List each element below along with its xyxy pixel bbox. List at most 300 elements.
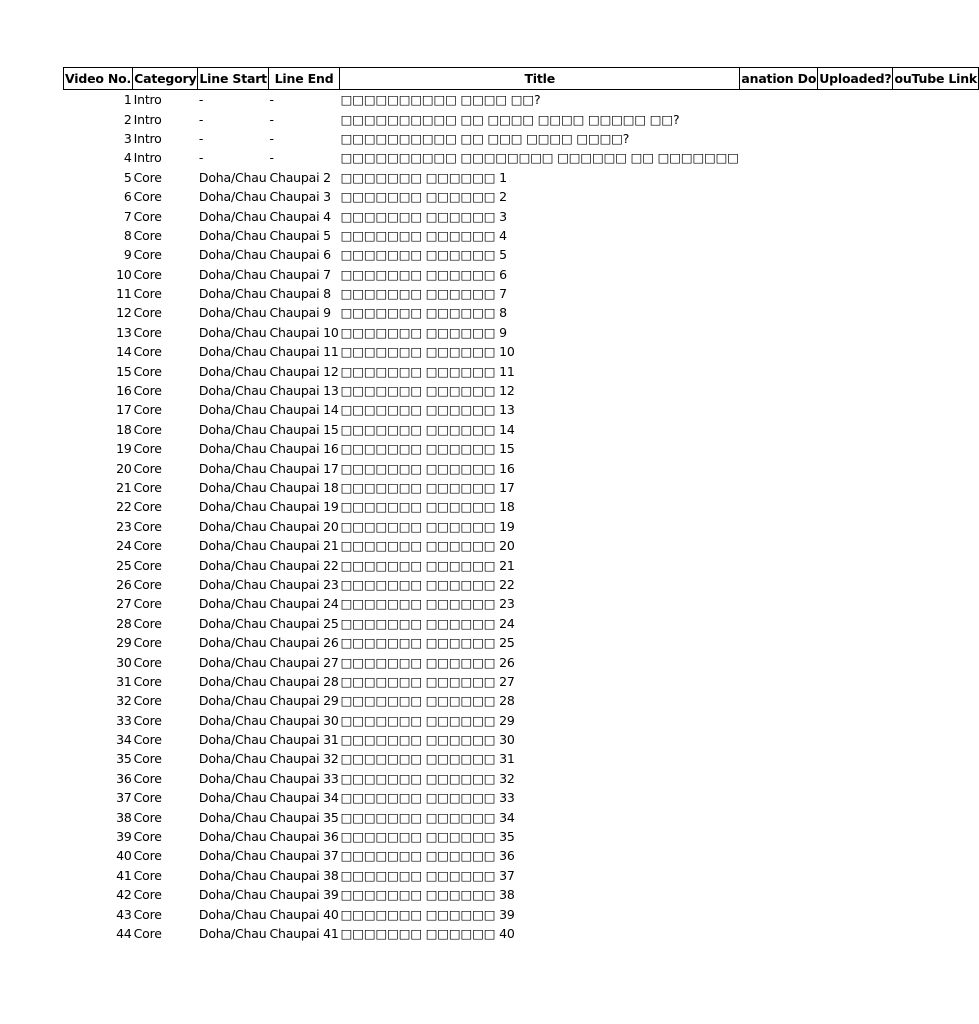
cell-explanation-doc[interactable] <box>740 381 818 400</box>
cell-category[interactable]: Core <box>133 169 162 185</box>
cell-video-no[interactable]: 16 <box>116 383 132 399</box>
cell-title[interactable]: □□□□□□□ □□□□□□ 14 <box>340 421 515 437</box>
cell-explanation-doc[interactable] <box>740 168 818 187</box>
cell-line-end[interactable]: Chaupai 28 <box>269 673 339 689</box>
cell-uploaded[interactable] <box>818 866 893 885</box>
cell-line-start[interactable]: Doha/Chau <box>198 848 267 864</box>
cell-line-end[interactable]: Chaupai 11 <box>269 344 339 360</box>
cell-uploaded[interactable] <box>818 342 893 361</box>
cell-uploaded[interactable] <box>818 90 893 110</box>
cell-explanation-doc[interactable] <box>740 633 818 652</box>
cell-explanation-doc[interactable] <box>740 245 818 264</box>
cell-video-no[interactable]: 25 <box>116 557 132 573</box>
cell-line-end[interactable]: Chaupai 13 <box>269 383 339 399</box>
cell-uploaded[interactable] <box>818 245 893 264</box>
cell-explanation-doc[interactable] <box>740 807 818 826</box>
cell-uploaded[interactable] <box>818 226 893 245</box>
cell-uploaded[interactable] <box>818 129 893 148</box>
cell-line-start[interactable]: Doha/Chau <box>198 441 267 457</box>
cell-uploaded[interactable] <box>818 594 893 613</box>
cell-title[interactable]: □□□□□□□ □□□□□□ 5 <box>340 247 507 263</box>
cell-explanation-doc[interactable] <box>740 265 818 284</box>
cell-category[interactable]: Core <box>133 189 162 205</box>
cell-video-no[interactable]: 8 <box>123 227 132 243</box>
cell-category[interactable]: Core <box>133 441 162 457</box>
cell-line-start[interactable]: Doha/Chau <box>198 693 267 709</box>
cell-line-end[interactable]: Chaupai 7 <box>269 266 331 282</box>
cell-video-no[interactable]: 42 <box>116 887 132 903</box>
cell-line-start[interactable]: Doha/Chau <box>198 770 267 786</box>
cell-youtube-link[interactable] <box>893 827 979 846</box>
cell-video-no[interactable]: 27 <box>116 596 132 612</box>
cell-uploaded[interactable] <box>818 168 893 187</box>
cell-title[interactable]: □□□□□□□ □□□□□□ 40 <box>340 925 515 941</box>
cell-category[interactable]: Core <box>133 344 162 360</box>
cell-explanation-doc[interactable] <box>740 109 818 128</box>
cell-video-no[interactable]: 24 <box>116 538 132 554</box>
cell-line-start[interactable]: Doha/Chau <box>198 305 267 321</box>
cell-line-end[interactable]: Chaupai 6 <box>269 247 331 263</box>
cell-title[interactable]: □□□□□□□ □□□□□□ 35 <box>340 829 515 845</box>
cell-video-no[interactable]: 13 <box>116 324 132 340</box>
cell-line-end[interactable]: Chaupai 33 <box>269 770 339 786</box>
cell-uploaded[interactable] <box>818 536 893 555</box>
cell-youtube-link[interactable] <box>893 749 979 768</box>
cell-category[interactable]: Core <box>133 712 162 728</box>
cell-line-end[interactable]: Chaupai 3 <box>269 189 331 205</box>
cell-uploaded[interactable] <box>818 807 893 826</box>
cell-video-no[interactable]: 31 <box>116 673 132 689</box>
cell-title[interactable]: □□□□□□□ □□□□□□ 27 <box>340 673 515 689</box>
cell-line-start[interactable]: Doha/Chau <box>198 189 267 205</box>
cell-line-end[interactable]: - <box>269 150 274 166</box>
cell-line-end[interactable]: Chaupai 41 <box>269 925 339 941</box>
cell-explanation-doc[interactable] <box>740 769 818 788</box>
cell-youtube-link[interactable] <box>893 90 979 110</box>
cell-uploaded[interactable] <box>818 206 893 225</box>
cell-uploaded[interactable] <box>818 284 893 303</box>
cell-line-start[interactable]: Doha/Chau <box>198 576 267 592</box>
cell-video-no[interactable]: 18 <box>116 421 132 437</box>
cell-category[interactable]: Core <box>133 286 162 302</box>
cell-uploaded[interactable] <box>818 691 893 710</box>
cell-uploaded[interactable] <box>818 420 893 439</box>
cell-explanation-doc[interactable] <box>740 497 818 516</box>
cell-youtube-link[interactable] <box>893 536 979 555</box>
cell-explanation-doc[interactable] <box>740 517 818 536</box>
cell-line-start[interactable]: Doha/Chau <box>198 363 267 379</box>
cell-line-end[interactable]: Chaupai 2 <box>269 169 331 185</box>
cell-video-no[interactable]: 29 <box>116 635 132 651</box>
cell-line-end[interactable]: Chaupai 39 <box>269 887 339 903</box>
cell-youtube-link[interactable] <box>893 342 979 361</box>
cell-video-no[interactable]: 3 <box>123 130 132 146</box>
cell-youtube-link[interactable] <box>893 265 979 284</box>
cell-uploaded[interactable] <box>818 730 893 749</box>
cell-title[interactable]: □□□□□□□ □□□□□□ 30 <box>340 732 515 748</box>
cell-category[interactable]: Core <box>133 480 162 495</box>
cell-video-no[interactable]: 39 <box>116 829 132 845</box>
cell-title[interactable]: □□□□□□□ □□□□□□ 2 <box>340 189 507 205</box>
cell-explanation-doc[interactable] <box>740 846 818 865</box>
cell-youtube-link[interactable] <box>893 381 979 400</box>
cell-line-end[interactable]: Chaupai 32 <box>269 751 339 767</box>
cell-video-no[interactable]: 7 <box>123 208 132 224</box>
cell-title[interactable]: □□□□□□□ □□□□□□ 36 <box>340 848 515 864</box>
cell-category[interactable]: Core <box>133 499 162 515</box>
cell-line-start[interactable]: Doha/Chau <box>198 615 267 631</box>
cell-video-no[interactable]: 23 <box>116 518 132 534</box>
cell-line-end[interactable]: Chaupai 9 <box>269 305 331 321</box>
cell-line-end[interactable]: Chaupai 29 <box>269 693 339 709</box>
cell-video-no[interactable]: 15 <box>116 363 132 379</box>
cell-youtube-link[interactable] <box>893 478 979 497</box>
cell-uploaded[interactable] <box>818 672 893 691</box>
cell-uploaded[interactable] <box>818 633 893 652</box>
cell-explanation-doc[interactable] <box>740 303 818 322</box>
cell-category[interactable]: Core <box>133 906 162 922</box>
cell-category[interactable]: Core <box>133 208 162 224</box>
cell-uploaded[interactable] <box>818 711 893 730</box>
cell-line-start[interactable]: Doha/Chau <box>198 266 267 282</box>
cell-explanation-doc[interactable] <box>740 361 818 380</box>
cell-title[interactable]: □□□□□□□ □□□□□□ 33 <box>340 790 515 806</box>
cell-explanation-doc[interactable] <box>740 148 818 167</box>
cell-title[interactable]: □□□□□□□ □□□□□□ 39 <box>340 906 515 922</box>
cell-category[interactable]: Core <box>133 324 162 340</box>
cell-uploaded[interactable] <box>818 904 893 923</box>
cell-youtube-link[interactable] <box>893 691 979 710</box>
cell-line-end[interactable]: Chaupai 24 <box>269 596 339 612</box>
cell-title[interactable]: □□□□□□□ □□□□□□ 8 <box>340 305 507 321</box>
cell-explanation-doc[interactable] <box>740 206 818 225</box>
cell-title[interactable]: □□□□□□□ □□□□□□ 9 <box>340 324 507 340</box>
cell-title[interactable]: □□□□□□□ □□□□□□ 18 <box>340 499 515 515</box>
cell-youtube-link[interactable] <box>893 885 979 904</box>
cell-line-start[interactable]: Doha/Chau <box>198 751 267 767</box>
cell-video-no[interactable]: 1 <box>123 92 132 108</box>
cell-category[interactable]: Core <box>133 615 162 631</box>
cell-title[interactable]: □□□□□□□ □□□□□□ 16 <box>340 460 515 476</box>
cell-explanation-doc[interactable] <box>740 555 818 574</box>
cell-video-no[interactable]: 28 <box>116 615 132 631</box>
cell-video-no[interactable]: 2 <box>123 111 132 127</box>
cell-video-no[interactable]: 34 <box>116 732 132 748</box>
cell-youtube-link[interactable] <box>893 284 979 303</box>
cell-title[interactable]: □□□□□□□ □□□□□□ 38 <box>340 887 515 903</box>
cell-line-end[interactable]: Chaupai 10 <box>269 324 339 340</box>
cell-title[interactable]: □□□□□□□ □□□□□□ 7 <box>340 286 507 302</box>
cell-video-no[interactable]: 12 <box>116 305 132 321</box>
cell-explanation-doc[interactable] <box>740 652 818 671</box>
cell-uploaded[interactable] <box>818 788 893 807</box>
cell-title[interactable]: □□□□□□□ □□□□□□ 3 <box>340 208 507 224</box>
cell-title[interactable]: □□□□□□□ □□□□□□ 21 <box>340 557 515 573</box>
cell-title[interactable]: □□□□□□□□□□ □□□□ □□? <box>340 92 541 108</box>
cell-youtube-link[interactable] <box>893 361 979 380</box>
cell-category[interactable]: Intro <box>133 92 162 108</box>
cell-line-start[interactable]: Doha/Chau <box>198 402 267 418</box>
cell-explanation-doc[interactable] <box>740 691 818 710</box>
cell-video-no[interactable]: 6 <box>123 189 132 205</box>
cell-uploaded[interactable] <box>818 517 893 536</box>
cell-explanation-doc[interactable] <box>740 924 818 943</box>
cell-category[interactable]: Intro <box>133 130 162 146</box>
cell-uploaded[interactable] <box>818 148 893 167</box>
cell-video-no[interactable]: 14 <box>116 344 132 360</box>
cell-video-no[interactable]: 40 <box>116 848 132 864</box>
cell-explanation-doc[interactable] <box>740 711 818 730</box>
cell-category[interactable]: Core <box>133 538 162 554</box>
cell-line-start[interactable]: Doha/Chau <box>198 421 267 437</box>
cell-line-end[interactable]: Chaupai 38 <box>269 867 339 883</box>
cell-youtube-link[interactable] <box>893 866 979 885</box>
cell-title[interactable]: □□□□□□□ □□□□□□ 22 <box>340 576 515 592</box>
cell-uploaded[interactable] <box>818 749 893 768</box>
cell-line-start[interactable]: Doha/Chau <box>198 324 267 340</box>
cell-line-end[interactable]: Chaupai 23 <box>269 576 339 592</box>
cell-line-start[interactable]: Doha/Chau <box>198 538 267 554</box>
cell-category[interactable]: Intro <box>133 150 162 166</box>
cell-explanation-doc[interactable] <box>740 614 818 633</box>
cell-explanation-doc[interactable] <box>740 90 818 110</box>
cell-line-end[interactable]: Chaupai 17 <box>269 460 339 476</box>
cell-title[interactable]: □□□□□□□ □□□□□□ 34 <box>340 809 515 825</box>
cell-uploaded[interactable] <box>818 458 893 477</box>
cell-uploaded[interactable] <box>818 846 893 865</box>
cell-video-no[interactable]: 30 <box>116 654 132 670</box>
cell-youtube-link[interactable] <box>893 517 979 536</box>
cell-video-no[interactable]: 41 <box>116 867 132 883</box>
cell-explanation-doc[interactable] <box>740 439 818 458</box>
cell-title[interactable]: □□□□□□□ □□□□□□ 10 <box>340 344 515 360</box>
cell-explanation-doc[interactable] <box>740 536 818 555</box>
cell-uploaded[interactable] <box>818 555 893 574</box>
cell-uploaded[interactable] <box>818 265 893 284</box>
cell-category[interactable]: Core <box>133 402 162 418</box>
cell-category[interactable]: Core <box>133 518 162 534</box>
cell-category[interactable]: Core <box>133 693 162 709</box>
cell-video-no[interactable]: 36 <box>116 770 132 786</box>
cell-title[interactable]: □□□□□□□ □□□□□□ 6 <box>340 266 507 282</box>
cell-line-end[interactable]: - <box>269 92 274 108</box>
cell-uploaded[interactable] <box>818 885 893 904</box>
cell-video-no[interactable]: 9 <box>123 247 132 263</box>
cell-category[interactable]: Core <box>133 227 162 243</box>
cell-video-no[interactable]: 44 <box>116 925 132 941</box>
cell-line-start[interactable]: Doha/Chau <box>198 247 267 263</box>
cell-line-end[interactable]: Chaupai 4 <box>269 208 331 224</box>
cell-line-end[interactable]: Chaupai 26 <box>269 635 339 651</box>
cell-uploaded[interactable] <box>818 924 893 943</box>
cell-category[interactable]: Core <box>133 247 162 263</box>
cell-line-start[interactable]: Doha/Chau <box>198 732 267 748</box>
cell-video-no[interactable]: 21 <box>116 480 132 495</box>
cell-video-no[interactable]: 43 <box>116 906 132 922</box>
cell-youtube-link[interactable] <box>893 226 979 245</box>
cell-category[interactable]: Core <box>133 673 162 689</box>
cell-line-end[interactable]: Chaupai 16 <box>269 441 339 457</box>
cell-line-end[interactable]: Chaupai 21 <box>269 538 339 554</box>
cell-explanation-doc[interactable] <box>740 342 818 361</box>
cell-line-start[interactable]: Doha/Chau <box>198 460 267 476</box>
cell-line-start[interactable]: - <box>198 92 204 108</box>
cell-youtube-link[interactable] <box>893 730 979 749</box>
cell-uploaded[interactable] <box>818 323 893 342</box>
cell-category[interactable]: Core <box>133 266 162 282</box>
cell-youtube-link[interactable] <box>893 323 979 342</box>
cell-line-end[interactable]: Chaupai 5 <box>269 227 331 243</box>
cell-category[interactable]: Core <box>133 576 162 592</box>
cell-uploaded[interactable] <box>818 497 893 516</box>
cell-line-start[interactable]: Doha/Chau <box>198 169 267 185</box>
cell-youtube-link[interactable] <box>893 614 979 633</box>
cell-line-start[interactable]: Doha/Chau <box>198 208 267 224</box>
cell-line-start[interactable]: Doha/Chau <box>198 557 267 573</box>
cell-line-end[interactable]: Chaupai 8 <box>269 286 331 302</box>
cell-category[interactable]: Core <box>133 732 162 748</box>
cell-line-start[interactable]: Doha/Chau <box>198 925 267 941</box>
cell-youtube-link[interactable] <box>893 420 979 439</box>
cell-youtube-link[interactable] <box>893 924 979 943</box>
cell-line-end[interactable]: Chaupai 15 <box>269 421 339 437</box>
cell-category[interactable]: Core <box>133 305 162 321</box>
cell-title[interactable]: □□□□□□□ □□□□□□ 4 <box>340 227 507 243</box>
cell-youtube-link[interactable] <box>893 904 979 923</box>
cell-category[interactable]: Core <box>133 829 162 845</box>
cell-explanation-doc[interactable] <box>740 187 818 206</box>
cell-uploaded[interactable] <box>818 652 893 671</box>
cell-category[interactable]: Intro <box>133 111 162 127</box>
cell-youtube-link[interactable] <box>893 129 979 148</box>
cell-youtube-link[interactable] <box>893 788 979 807</box>
cell-explanation-doc[interactable] <box>740 226 818 245</box>
cell-video-no[interactable]: 38 <box>116 809 132 825</box>
cell-explanation-doc[interactable] <box>740 323 818 342</box>
cell-category[interactable]: Core <box>133 809 162 825</box>
cell-title[interactable]: □□□□□□□ □□□□□□ 29 <box>340 712 515 728</box>
cell-line-start[interactable]: - <box>198 130 204 146</box>
cell-title[interactable]: □□□□□□□ □□□□□□ 15 <box>340 441 515 457</box>
cell-youtube-link[interactable] <box>893 807 979 826</box>
cell-category[interactable]: Core <box>133 790 162 806</box>
cell-line-start[interactable]: Doha/Chau <box>198 635 267 651</box>
cell-line-start[interactable]: Doha/Chau <box>198 906 267 922</box>
cell-line-start[interactable]: Doha/Chau <box>198 790 267 806</box>
cell-video-no[interactable]: 10 <box>116 266 132 282</box>
cell-category[interactable]: Core <box>133 596 162 612</box>
cell-explanation-doc[interactable] <box>740 788 818 807</box>
cell-video-no[interactable]: 26 <box>116 576 132 592</box>
cell-uploaded[interactable] <box>818 827 893 846</box>
cell-explanation-doc[interactable] <box>740 866 818 885</box>
cell-line-start[interactable]: Doha/Chau <box>198 867 267 883</box>
cell-youtube-link[interactable] <box>893 594 979 613</box>
cell-youtube-link[interactable] <box>893 187 979 206</box>
cell-line-start[interactable]: Doha/Chau <box>198 673 267 689</box>
cell-explanation-doc[interactable] <box>740 129 818 148</box>
cell-line-start[interactable]: Doha/Chau <box>198 286 267 302</box>
cell-line-start[interactable]: - <box>198 111 204 127</box>
cell-video-no[interactable]: 33 <box>116 712 132 728</box>
cell-title[interactable]: □□□□□□□ □□□□□□ 11 <box>340 363 515 379</box>
cell-youtube-link[interactable] <box>893 400 979 419</box>
cell-youtube-link[interactable] <box>893 846 979 865</box>
cell-line-start[interactable]: Doha/Chau <box>198 829 267 845</box>
cell-category[interactable]: Core <box>133 460 162 476</box>
cell-category[interactable]: Core <box>133 848 162 864</box>
cell-youtube-link[interactable] <box>893 555 979 574</box>
cell-video-no[interactable]: 17 <box>116 402 132 418</box>
cell-title[interactable]: □□□□□□□ □□□□□□ 24 <box>340 615 515 631</box>
cell-video-no[interactable]: 20 <box>116 460 132 476</box>
cell-youtube-link[interactable] <box>893 575 979 594</box>
cell-video-no[interactable]: 11 <box>116 286 132 302</box>
cell-explanation-doc[interactable] <box>740 478 818 497</box>
cell-uploaded[interactable] <box>818 109 893 128</box>
cell-line-start[interactable]: Doha/Chau <box>198 712 267 728</box>
cell-video-no[interactable]: 35 <box>116 751 132 767</box>
cell-explanation-doc[interactable] <box>740 885 818 904</box>
cell-title[interactable]: □□□□□□□ □□□□□□ 26 <box>340 654 515 670</box>
cell-category[interactable]: Core <box>133 751 162 767</box>
cell-explanation-doc[interactable] <box>740 672 818 691</box>
cell-line-end[interactable]: Chaupai 37 <box>269 848 339 864</box>
cell-youtube-link[interactable] <box>893 769 979 788</box>
cell-video-no[interactable]: 22 <box>116 499 132 515</box>
cell-line-end[interactable]: Chaupai 40 <box>269 906 339 922</box>
cell-category[interactable]: Core <box>133 770 162 786</box>
cell-uploaded[interactable] <box>818 400 893 419</box>
cell-title[interactable]: □□□□□□□ □□□□□□ 23 <box>340 596 515 612</box>
cell-line-end[interactable]: - <box>269 111 274 127</box>
cell-line-start[interactable]: Doha/Chau <box>198 480 267 495</box>
cell-youtube-link[interactable] <box>893 633 979 652</box>
cell-category[interactable]: Core <box>133 867 162 883</box>
cell-category[interactable]: Core <box>133 925 162 941</box>
cell-explanation-doc[interactable] <box>740 749 818 768</box>
cell-line-start[interactable]: Doha/Chau <box>198 887 267 903</box>
cell-line-end[interactable]: Chaupai 20 <box>269 518 339 534</box>
cell-line-start[interactable]: Doha/Chau <box>198 809 267 825</box>
cell-title[interactable]: □□□□□□□ □□□□□□ 28 <box>340 693 515 709</box>
cell-category[interactable]: Core <box>133 383 162 399</box>
cell-video-no[interactable]: 37 <box>116 790 132 806</box>
cell-line-end[interactable]: Chaupai 25 <box>269 615 339 631</box>
cell-uploaded[interactable] <box>818 575 893 594</box>
cell-line-start[interactable]: - <box>198 150 204 166</box>
cell-title[interactable]: □□□□□□□ □□□□□□ 1 <box>340 169 507 185</box>
cell-title[interactable]: □□□□□□□ □□□□□□ 32 <box>340 770 515 786</box>
cell-line-end[interactable]: Chaupai 30 <box>269 712 339 728</box>
cell-category[interactable]: Core <box>133 654 162 670</box>
cell-line-start[interactable]: Doha/Chau <box>198 227 267 243</box>
cell-line-start[interactable]: Doha/Chau <box>198 383 267 399</box>
cell-category[interactable]: Core <box>133 557 162 573</box>
cell-video-no[interactable]: 5 <box>123 169 132 185</box>
cell-youtube-link[interactable] <box>893 245 979 264</box>
cell-line-end[interactable]: Chaupai 14 <box>269 402 339 418</box>
cell-line-end[interactable]: Chaupai 12 <box>269 363 339 379</box>
cell-youtube-link[interactable] <box>893 652 979 671</box>
cell-youtube-link[interactable] <box>893 206 979 225</box>
cell-youtube-link[interactable] <box>893 497 979 516</box>
cell-youtube-link[interactable] <box>893 458 979 477</box>
cell-line-end[interactable]: - <box>269 130 274 146</box>
cell-line-end[interactable]: Chaupai 18 <box>269 480 339 495</box>
cell-explanation-doc[interactable] <box>740 284 818 303</box>
cell-video-no[interactable]: 4 <box>123 150 132 166</box>
